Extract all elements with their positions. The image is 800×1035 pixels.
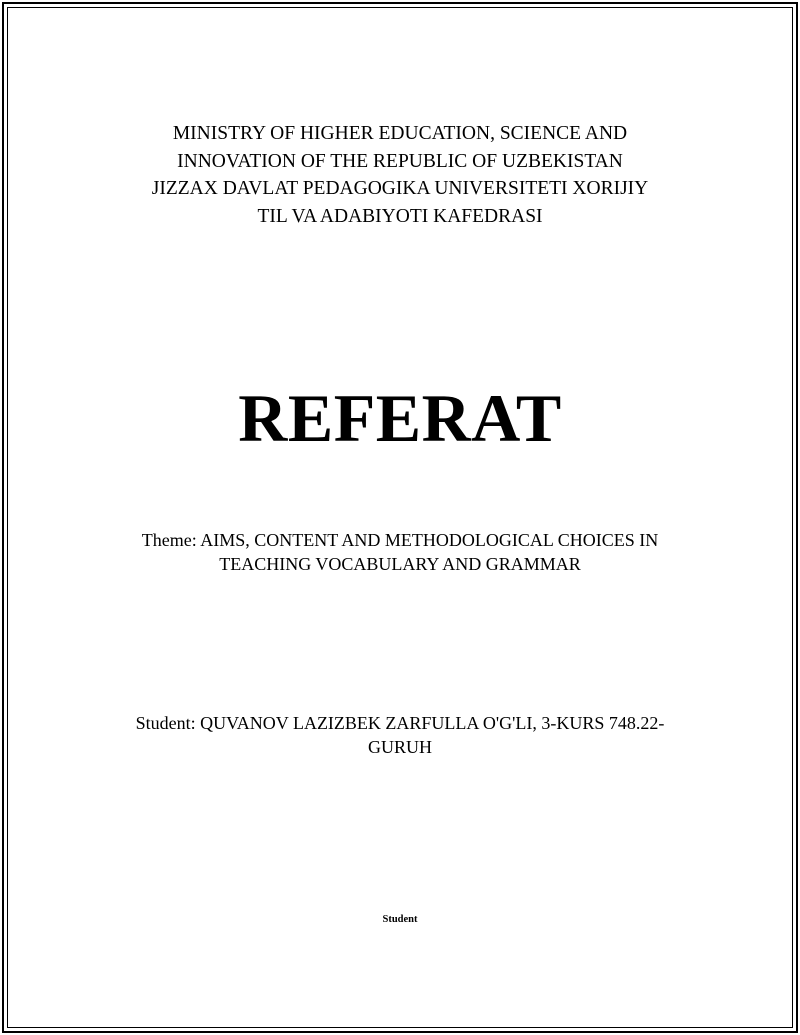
theme-line: TEACHING VOCABULARY AND GRAMMAR bbox=[219, 554, 581, 574]
student-line: GURUH bbox=[367, 737, 432, 757]
header-line: MINISTRY OF HIGHER EDUCATION, SCIENCE AND bbox=[172, 123, 628, 144]
institution-header bbox=[0, 120, 800, 230]
student-block bbox=[0, 711, 800, 759]
theme-block bbox=[0, 528, 800, 576]
footer-student-label: Student bbox=[382, 914, 418, 925]
header-line: JIZZAX DAVLAT PEDAGOGIKA UNIVERSITETI XORIJIY bbox=[151, 178, 649, 199]
student-line: Student: QUVANOV LAZIZBEK ZARFULLA O'G'LI, 3-KURS 748.22- bbox=[135, 713, 665, 733]
header-line: INNOVATION OF THE REPUBLIC OF UZBEKISTAN bbox=[177, 150, 623, 172]
document-title: REFERAT bbox=[238, 380, 562, 456]
theme-line: Theme: AIMS, CONTENT AND METHODOLOGICAL CHOICES IN bbox=[141, 530, 659, 550]
header-line: TIL VA ADABIYOTI KAFEDRASI bbox=[257, 205, 543, 227]
